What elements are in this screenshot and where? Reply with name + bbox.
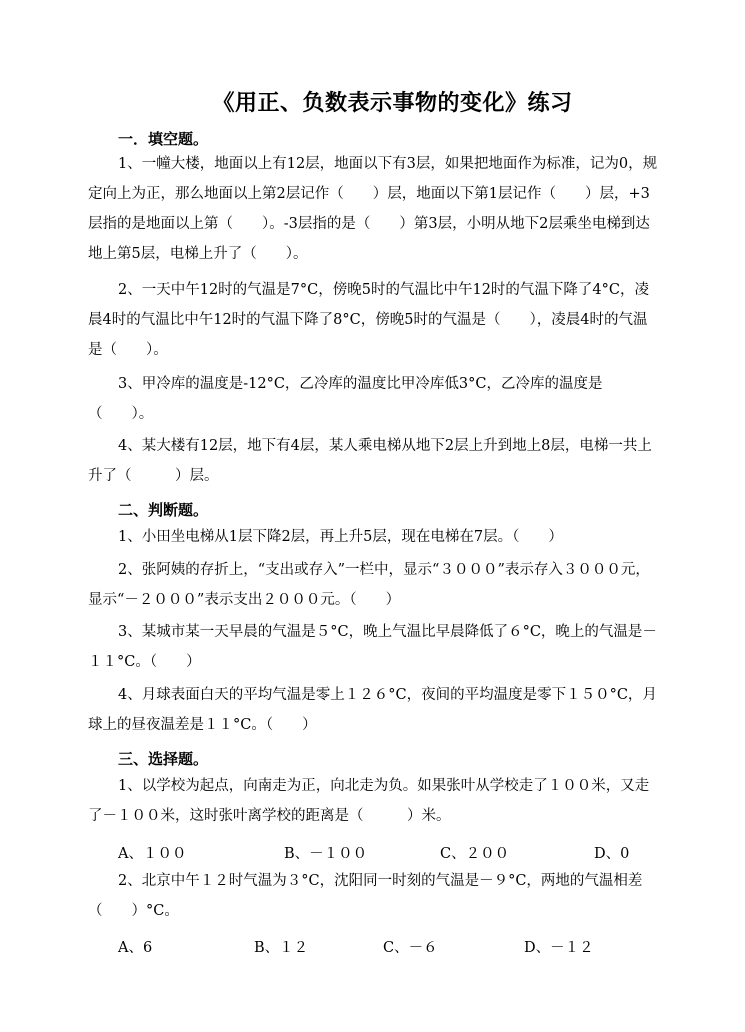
question-tf-3: 3、某城市某一天早晨的气温是５°C，晚上气温比早晨降低了６°C，晚上的气温是－１１°C。（ ） [88,624,657,670]
choice-option: B、－１００ [284,846,368,862]
choice-option: C、２００ [440,846,510,862]
choice-option: D、－１２ [524,940,594,956]
question-tf-4: 4、月球表面白天的平均气温是零上１２６°C，夜间的平均温度是零下１５０°C，月球上的昼夜温差是１１°C。（ ） [88,687,657,733]
question-tf-2: 2、张阿姨的存折上，“支出或存入”一栏中，显示“３０００”表示存入３０００元，显示“－２０００”表示支出２０００元。（ ） [88,562,650,608]
question-mc-2: 2、北京中午１２时气温为３°C，沈阳同一时刻的气温是－９°C，两地的气温相差（ ）°C。 [88,873,643,919]
question-mc-1: 1、以学校为起点，向南走为正，向北走为负。如果张叶从学校走了１００米，又走了－１００米，这时张叶离学校的距离是（ ）米。 [88,778,650,824]
section-heading-true-false: 二、判断题。 [118,501,209,519]
question-fill-4: 4、某大楼有12层，地下有4层，某人乘电梯从地下2层上升到地上8层，电梯一共上升了（ ）层。 [88,438,652,484]
section-heading-multiple-choice: 三、选择题。 [118,750,209,768]
choice-option: C、－６ [383,940,438,956]
page-title: 《用正、负数表示事物的变化》练习 [212,90,573,116]
choice-option: A、6 [118,940,153,956]
choice-option: D、0 [594,846,630,862]
question-fill-2: 2、一天中午12时的气温是7°C，傍晚5时的气温比中午12时的气温下降了4°C，凌晨4时的气温比中午12时的气温下降了8°C，傍晚5时的气温是（ ），凌晨4时的气温是（ ）。 [88,282,649,358]
question-fill-3: 3、甲冷库的温度是-12°C，乙冷库的温度比甲冷库低3°C，乙冷库的温度是（ ）。 [88,376,603,422]
question-fill-1: 1、一幢大楼，地面以上有12层，地面以下有3层，如果把地面作为标准，记为0，规定向上为正，那么地面以上第2层记作（ ）层，地面以下第1层记作（ ）层，+3层指的是地面以上第（ ）。-3层指的是（ ）第3层，小明从地下2层乘坐电梯到达地上第5层，电梯上升了（ ）。 [88,156,658,262]
choice-option: A、１００ [118,846,187,862]
question-tf-1: 1、小田坐电梯从1层下降2层，再上升5层，现在电梯在7层。（ ） [118,529,563,545]
choice-option: B、１２ [254,940,309,956]
section-heading-fill-in: 一．填空题。 [118,130,209,148]
